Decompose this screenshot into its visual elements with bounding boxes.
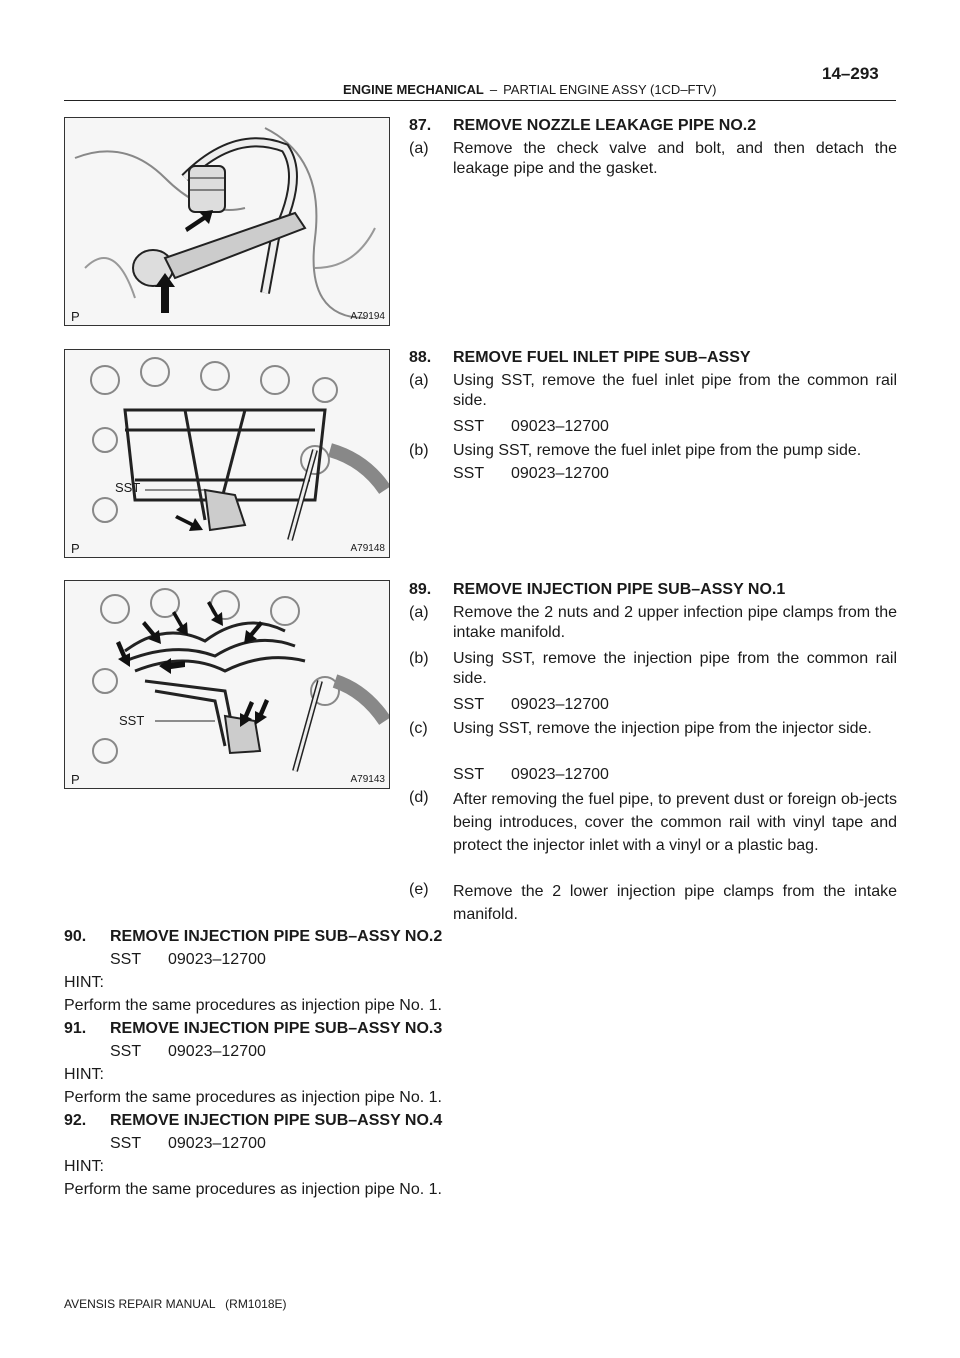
step-89b-sst-number: 09023–12700 — [511, 696, 609, 713]
running-header — [343, 82, 716, 97]
step-87a-text: Remove the check valve and bolt, and then detach the leakage pipe and the gasket. — [453, 140, 897, 177]
step-88a-text: Using SST, remove the fuel inlet pipe from the common rail side. — [453, 372, 897, 409]
step-92-hint-label: HINT: — [64, 1158, 104, 1175]
section-title: ENGINE MECHANICAL — [343, 82, 484, 97]
step-92-hint-text: Perform the same procedures as injection pipe No. 1. — [64, 1181, 442, 1198]
figure-injection-pipe — [64, 580, 390, 789]
step-89c-sst-number: 09023–12700 — [511, 766, 609, 783]
step-88b-sst-number: 09023–12700 — [511, 465, 609, 482]
step-91-sst-number: 09023–12700 — [168, 1043, 266, 1060]
leakage-pipe-illustration — [65, 118, 389, 325]
step-89c-sst-label: SST — [453, 766, 485, 783]
step-91-sst-label: SST — [110, 1043, 142, 1060]
manual-footer: AVENSIS REPAIR MANUAL (RM1018E) — [64, 1297, 287, 1311]
step-89b-label: (b) — [409, 650, 429, 667]
figure-leakage-pipe — [64, 117, 390, 326]
step-88b-sst-label: SST — [453, 465, 485, 482]
step-88a-sst-number: 09023–12700 — [511, 418, 609, 435]
step-92-number: 92. — [64, 1112, 87, 1129]
step-89-number: 89. — [409, 581, 432, 598]
figure-id: A79194 — [350, 311, 385, 322]
step-92-sst-number: 09023–12700 — [168, 1135, 266, 1152]
step-89c-text: Using SST, remove the injection pipe from the injector side. — [453, 720, 872, 737]
step-90-sst-label: SST — [110, 951, 142, 968]
subsection-title: PARTIAL ENGINE ASSY (1CD–FTV) — [503, 82, 717, 97]
step-92-sst-label: SST — [110, 1135, 142, 1152]
step-90-hint-label: HINT: — [64, 974, 104, 991]
figure-sst-label: SST — [119, 713, 145, 728]
step-89a-text: Remove the 2 nuts and 2 upper infection pipe clamps from the intake manifold. — [453, 604, 897, 641]
figure-fuel-inlet-pipe — [64, 349, 390, 558]
step-89-title: REMOVE INJECTION PIPE SUB–ASSY NO.1 — [453, 581, 786, 598]
step-89e-label: (e) — [409, 881, 429, 898]
figure-id: A79148 — [350, 543, 385, 554]
figure-p-label: P — [71, 541, 80, 556]
fuel-inlet-pipe-illustration — [65, 350, 389, 557]
step-90-title: REMOVE INJECTION PIPE SUB–ASSY NO.2 — [110, 928, 443, 945]
step-88a-sst-label: SST — [453, 418, 485, 435]
step-90-hint-text: Perform the same procedures as injection pipe No. 1. — [64, 997, 442, 1014]
figure-sst-label: SST — [115, 480, 141, 495]
step-88b-text: Using SST, remove the fuel inlet pipe from the pump side. — [453, 442, 862, 459]
figure-p-label: P — [71, 772, 80, 787]
step-91-number: 91. — [64, 1020, 87, 1037]
step-89e-text: Remove the 2 lower injection pipe clamps from the intake manifold. — [453, 883, 897, 923]
page-number: 14–293 — [822, 64, 879, 83]
step-91-hint-text: Perform the same procedures as injection pipe No. 1. — [64, 1089, 442, 1106]
figure-id: A79143 — [350, 774, 385, 785]
step-87-title: REMOVE NOZZLE LEAKAGE PIPE NO.2 — [453, 117, 757, 134]
step-90-number: 90. — [64, 928, 87, 945]
step-89a-label: (a) — [409, 604, 429, 621]
step-89b-sst-label: SST — [453, 696, 485, 713]
step-89d-text: After removing the fuel pipe, to prevent dust or foreign ob-jects being introduces, cover the common rail with vinyl tape and protect the injector inlet with a vinyl or a plastic bag. — [453, 791, 897, 854]
step-92-title: REMOVE INJECTION PIPE SUB–ASSY NO.4 — [110, 1112, 443, 1129]
step-89b-text: Using SST, remove the injection pipe from the common rail side. — [453, 650, 897, 687]
step-89c-label: (c) — [409, 720, 428, 737]
step-91-title: REMOVE INJECTION PIPE SUB–ASSY NO.3 — [110, 1020, 443, 1037]
header-rule — [64, 100, 896, 101]
step-87a-label: (a) — [409, 140, 429, 157]
injection-pipe-illustration — [65, 581, 389, 788]
step-88-title: REMOVE FUEL INLET PIPE SUB–ASSY — [453, 349, 751, 366]
step-88a-label: (a) — [409, 372, 429, 389]
step-90-sst-number: 09023–12700 — [168, 951, 266, 968]
step-88-number: 88. — [409, 349, 432, 366]
step-88b-label: (b) — [409, 442, 429, 459]
step-91-hint-label: HINT: — [64, 1066, 104, 1083]
step-89d-label: (d) — [409, 789, 429, 806]
step-87-number: 87. — [409, 117, 432, 134]
header-separator: – — [489, 82, 498, 97]
figure-p-label: P — [71, 309, 80, 324]
